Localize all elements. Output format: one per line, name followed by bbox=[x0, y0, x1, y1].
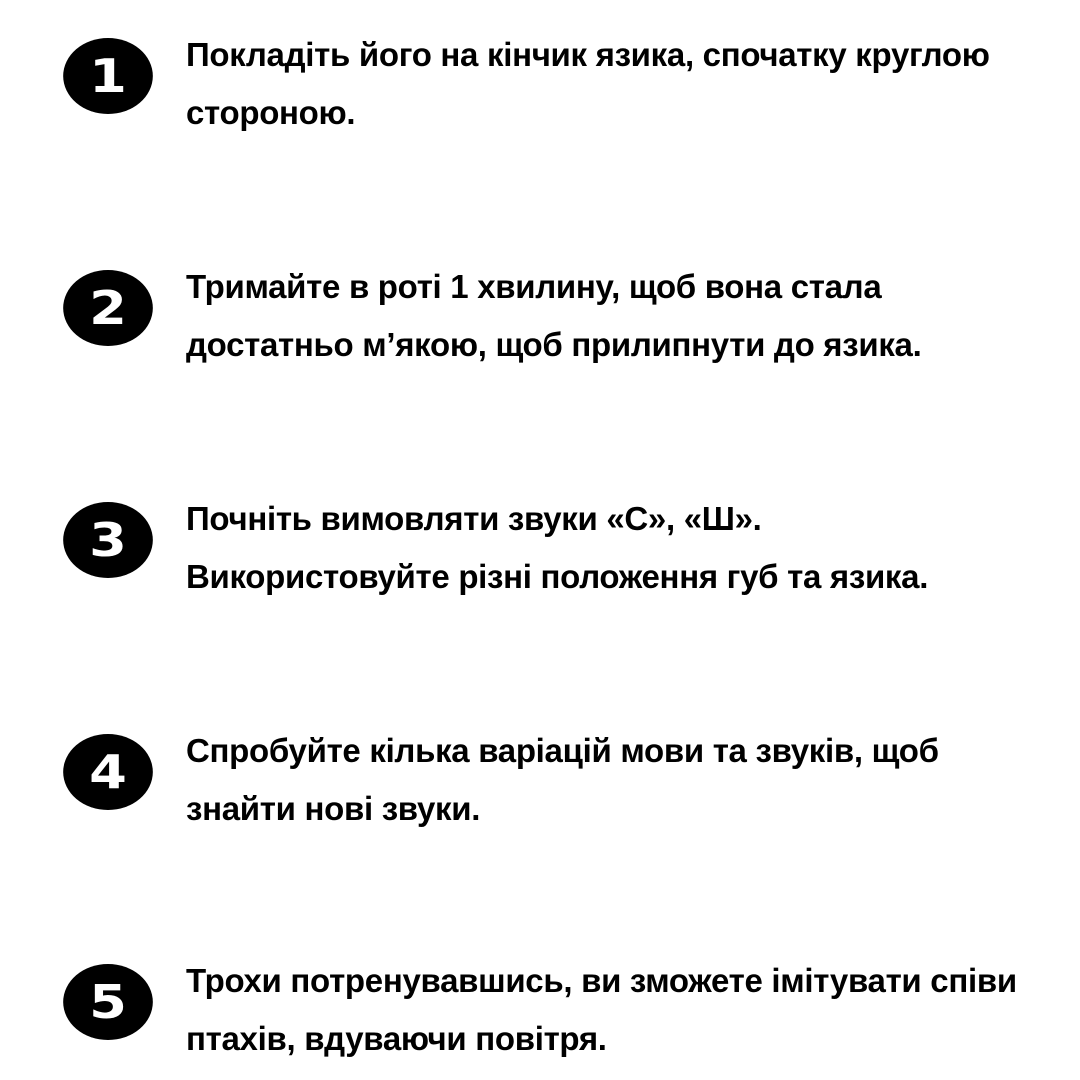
step-item bbox=[0, 250, 1080, 370]
step-number-badge: 4 bbox=[63, 734, 153, 810]
step-text: Тримайте в роті 1 хвилину, щоб вона стала достатньо м’якою, щоб прилипнути до язика. bbox=[186, 268, 922, 363]
step-number-badge: 3 bbox=[63, 502, 153, 578]
step-item bbox=[0, 18, 1080, 138]
step-item bbox=[0, 482, 1080, 602]
step-item bbox=[0, 944, 1080, 1064]
step-item bbox=[0, 714, 1080, 834]
step-text: Покладіть його на кінчик язика, спочатку круглою стороною. bbox=[186, 36, 990, 131]
step-number-badge: 5 bbox=[63, 964, 153, 1040]
step-text: Спробуйте кілька варіацій мови та звуків, щоб знайти нові звуки. bbox=[186, 732, 939, 827]
step-text: Трохи потренувавшись, ви зможете імітувати співи птахів, вдуваючи повітря. bbox=[186, 962, 1017, 1057]
step-text: Почніть вимовляти звуки «С», «Ш». Використовуйте різні положення губ та язика. bbox=[186, 500, 929, 595]
step-number-badge: 2 bbox=[63, 270, 153, 346]
step-number-badge: 1 bbox=[63, 38, 153, 114]
